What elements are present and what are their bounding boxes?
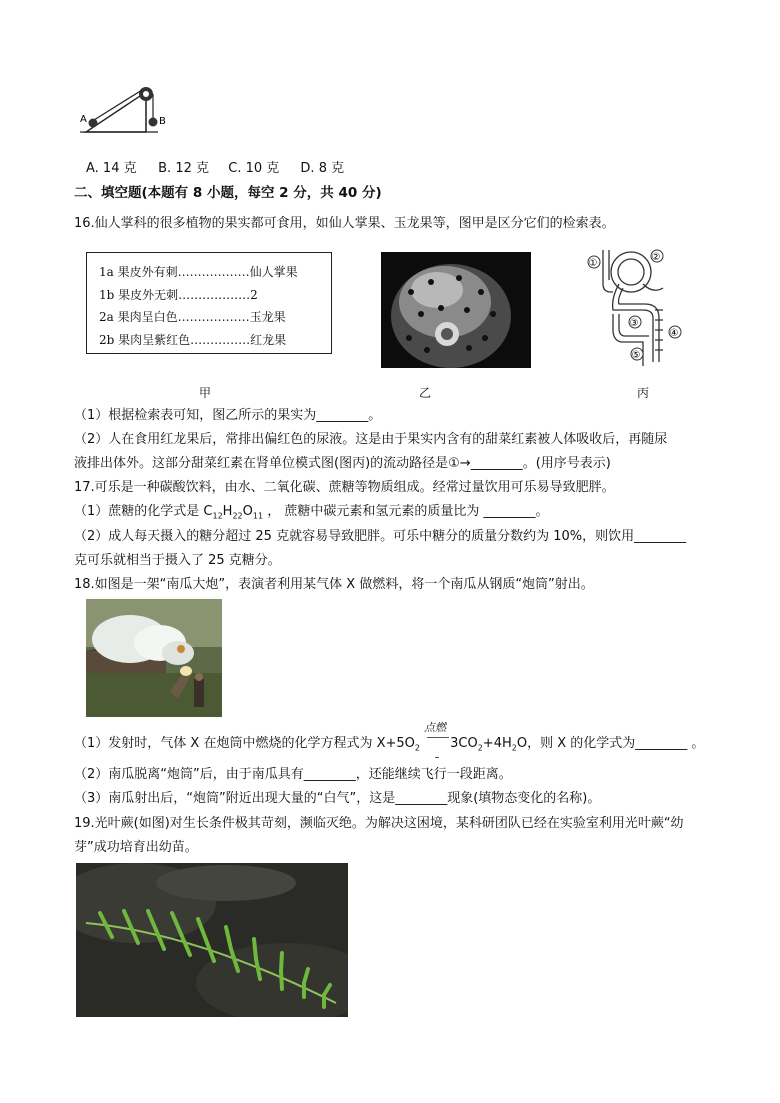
q17-part1: （1）蔗糖的化学式是 $C_{12}H_{22}O_{11}$ ， 蔗糖中碳元素和氢元素的质量比为 ________。 <box>74 504 549 521</box>
fig-label-yi: 乙 <box>419 386 432 400</box>
nephron-label-3: ③ <box>629 318 639 329</box>
q17-part2-line1: （2）成人每天摄入的糖分超过 25 克就容易导致肥胖。可乐中糖分的质量分数约为 10%，则饮用________ <box>74 529 687 544</box>
q18-part1: （1）发射时，气体 X 在炮筒中燃烧的化学方程式为 $X+5O_2$ $3CO_2+4H_2O$，则 X 的化学式为________ 。 <box>74 736 705 753</box>
key-row: 2b 果肉呈紫红色……………红龙果 <box>99 332 287 347</box>
key-row: 1a 果皮外有刺………………仙人掌果 <box>99 265 298 279</box>
pulley-label-b: B <box>159 116 166 127</box>
q15-options <box>86 160 344 178</box>
q16-stem: 16.仙人掌科的很多植物的果实都可食用，如仙人掌果、玉龙果等，图甲是区分它们的检索表。 <box>74 216 615 231</box>
q15-option-a: A. 14 克 <box>86 161 137 176</box>
q16-part2-line1: （2）人在食用红龙果后，常排出偏红色的尿液。这是由于果实内含有的甜菜红素被人体吸收后，再随尿 <box>74 432 668 447</box>
fig-label-bing: 丙 <box>637 386 650 400</box>
nephron-label-4: ④ <box>669 328 679 339</box>
pumpkin-cannon-photo <box>86 599 222 717</box>
q18-part3: （3）南瓜射出后，“炮筒”附近出现大量的“白气”，这是________现象(填物态变化的名称)。 <box>74 791 601 806</box>
reaction-condition: 点燃 <box>424 721 446 734</box>
fig-label-jia: 甲 <box>199 386 212 400</box>
section2-title: 二、填空题(本题有 8 小题，每空 2 分，共 40 分) <box>74 185 382 201</box>
key-row: 1b 果皮外无刺………………2 <box>99 287 258 302</box>
q19-line2: 芽”成功培育出幼苗。 <box>74 840 198 855</box>
q19-line1: 19.光叶蕨(如图)对生长条件极其苛刻，濒临灭绝。为解决这困境，某科研团队已经在实验室利用光叶蕨“幼 <box>74 816 684 831</box>
pulley-diagram <box>78 82 168 154</box>
q17-part2-line2: 克可乐就相当于摄入了 25 克糖分。 <box>74 553 281 568</box>
q17-stem: 17.可乐是一种碳酸饮料，由水、二氧化碳、蔗糖等物质组成。经常过量饮用可乐易导致肥胖。 <box>74 480 615 495</box>
q18-part2: （2）南瓜脱离“炮筒”后，由于南瓜具有________，还能继续飞行一段距离。 <box>74 767 512 782</box>
q16-part2-line2: 液排出体外。这部分甜菜红素在肾单位模式图(图丙)的流动路径是①→________。(用序号表示) <box>74 456 611 471</box>
q16-part1: （1）根据检索表可知，图乙所示的果实为________。 <box>74 408 382 423</box>
fruit-photo <box>381 252 531 368</box>
nephron-label-5: ⑤ <box>631 350 641 361</box>
q15-option-c: C. 10 克 <box>228 161 280 176</box>
nephron-label-2: ② <box>651 252 661 263</box>
q15-option-b: B. 12 克 <box>158 161 209 176</box>
fern-photo <box>76 863 348 1017</box>
q18-stem: 18.如图是一架“南瓜大炮”，表演者利用某气体 X 做燃料，将一个南瓜从钢质“炮筒”射出。 <box>74 577 594 592</box>
nephron-label-1: ① <box>588 258 598 269</box>
nephron-diagram <box>583 244 693 368</box>
dichotomous-key-table <box>86 252 332 354</box>
pulley-label-a: A <box>80 114 87 125</box>
q15-option-d: D. 8 克 <box>300 161 345 176</box>
key-row: 2a 果肉呈白色………………玉龙果 <box>99 310 286 324</box>
